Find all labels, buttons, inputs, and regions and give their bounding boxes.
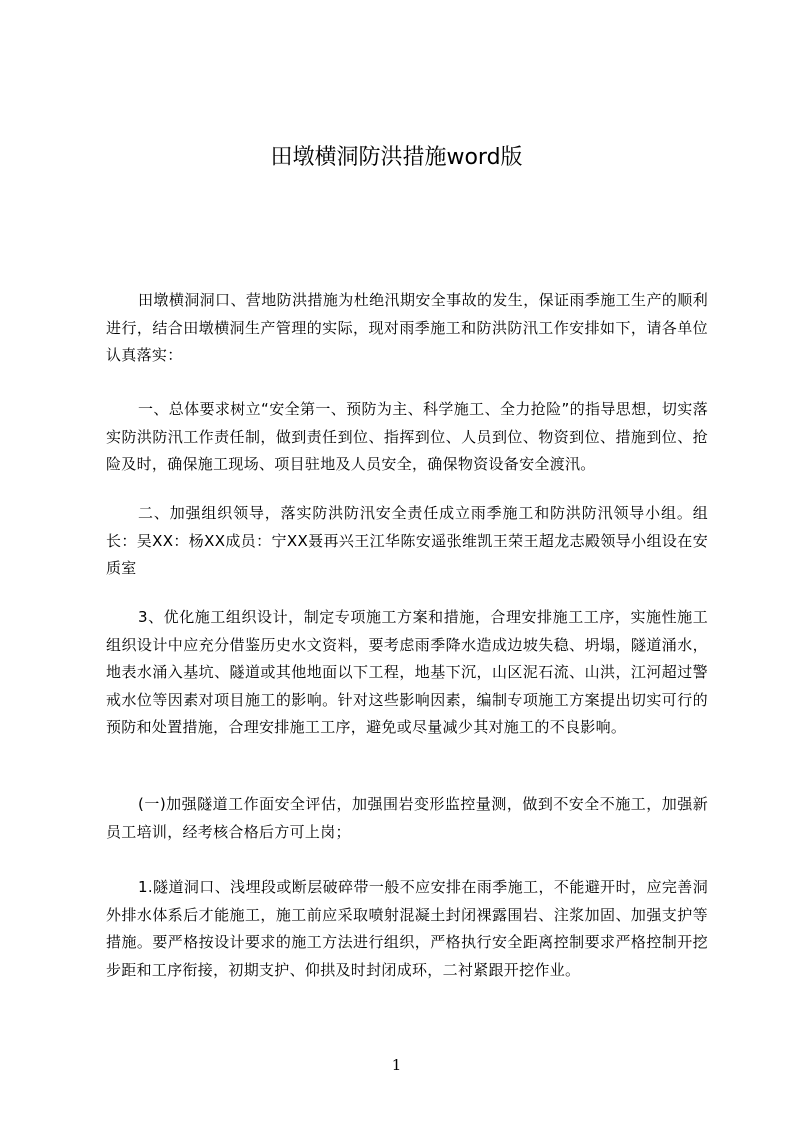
paragraph-intro: 田墩横洞洞口、营地防洪措施为杜绝汛期安全事故的发生，保证雨季施工生产的顺利进行，结合田墩横洞生产管理的实际，现对雨季施工和防洪防汛工作安排如下，请各单位认真落实： — [106, 291, 708, 364]
paragraph-tunnel-entrance: 1.隧道洞口、浅埋段或断层破碎带一般不应安排在雨季施工，不能避开时，应完善洞外排水体系后才能施工，施工前应采取喷射混凝土封闭裸露围岩、注浆加固、加强支护等措施。要严格按设计要求的施工方法进行组织，严格执行安全距离控制要求严格控制开挖步距和工序衔接，初期支护、仰拱及时封闭成环，二衬紧跟开挖作业。 — [106, 878, 708, 979]
paragraph-tunnel-assessment: (一)加强隧道工作面安全评估，加强围岩变形监控量测，做到不安全不施工，加强新员工培训，经考核合格后方可上岗； — [106, 795, 708, 841]
paragraph-organization-leadership: 二、加强组织领导，落实防洪防汛安全责任成立雨季施工和防洪防汛领导小组。组长：吴XX：杨XX成员：宁XX聂再兴王江华陈安遥张维凯王荣王超龙志殿领导小组设在安质室 — [106, 504, 708, 577]
page-number: 1 — [391, 1056, 402, 1074]
paragraph-construction-design: 3、优化施工组织设计，制定专项施工方案和措施，合理安排施工工序，实施性施工组织设计中应充分借鉴历史水文资料，要考虑雨季降水造成边坡失稳、坍塌，隧道涌水，地表水涌入基坑、隧道或其他地面以下工程，地基下沉，山区泥石流、山洪，江河超过警戒水位等因素对项目施工的影响。针对这些影响因素，编制专项施工方案提出切实可行的预防和处置措施，合理安排施工工序，避免或尽量减少其对施工的不良影响。 — [106, 608, 708, 736]
paragraph-general-requirements: 一、总体要求树立“安全第一、预防为主、科学施工、全力抢险”的指导思想，切实落实防洪防汛工作责任制，做到责任到位、指挥到位、人员到位、物资到位、措施到位、抢险及时，确保施工现场、项目驻地及人员安全，确保物资设备安全渡汛。 — [106, 400, 708, 473]
document-title: 田墩横洞防洪措施word版 — [270, 145, 523, 170]
